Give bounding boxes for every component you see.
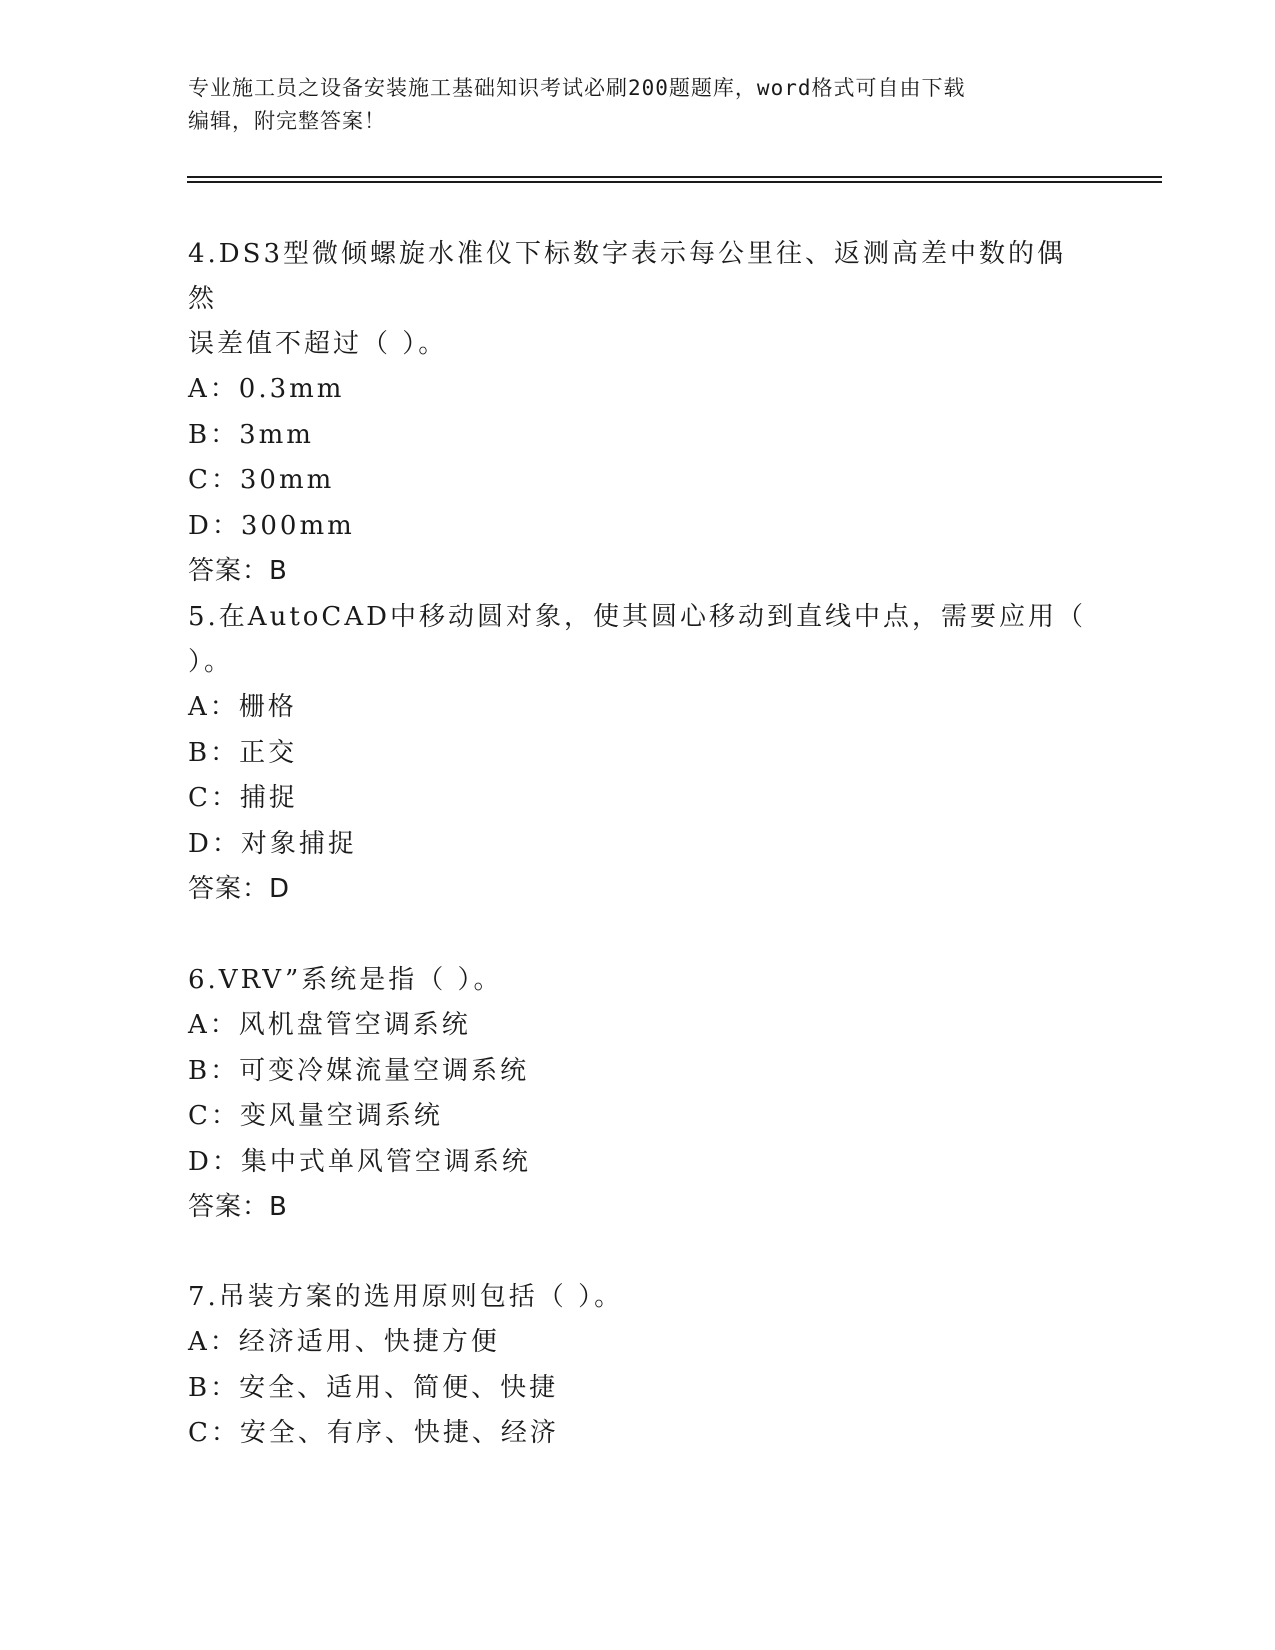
question-stem: 5.在AutoCAD中移动圆对象，使其圆心移动到直线中点，需要应用（ bbox=[188, 602, 1086, 632]
document-header bbox=[188, 72, 1088, 138]
question-5 bbox=[188, 595, 1088, 912]
header-divider-bottom bbox=[187, 181, 1162, 183]
option-a: A：经济适用、快捷方便 bbox=[188, 1327, 500, 1357]
question-stem: 6.VRV”系统是指（ ）。 bbox=[188, 965, 503, 995]
option-d: D：集中式单风管空调系统 bbox=[188, 1146, 531, 1177]
answer: 答案：D bbox=[188, 874, 291, 904]
question-stem: 4.DS3型微倾螺旋水准仪下标数字表示每公里往、返测高差中数的偶然 bbox=[188, 239, 1067, 314]
question-4 bbox=[188, 232, 1088, 594]
question-stem: 7.吊装方案的选用原则包括（ ）。 bbox=[188, 1282, 624, 1312]
option-b: B：安全、适用、简便、快捷 bbox=[188, 1372, 559, 1403]
option-b: B：可变冷媒流量空调系统 bbox=[188, 1055, 530, 1086]
option-c: C：变风量空调系统 bbox=[188, 1101, 443, 1131]
option-b: B：正交 bbox=[188, 737, 298, 768]
answer: 答案：B bbox=[188, 1192, 288, 1222]
question-stem-continued: 误差值不超过（ ）。 bbox=[188, 329, 448, 359]
option-c: C：捕捉 bbox=[188, 783, 298, 813]
option-b: B：3mm bbox=[188, 419, 314, 450]
question-7 bbox=[188, 1275, 1088, 1457]
header-title-line-1: 专业施工员之设备安装施工基础知识考试必刷200题题库，word格式可自由下载 bbox=[188, 76, 966, 100]
question-stem-continued: ）。 bbox=[188, 647, 234, 677]
option-c: C：30mm bbox=[188, 465, 335, 495]
option-a: A：0.3mm bbox=[188, 374, 345, 404]
option-c: C：安全、有序、快捷、经济 bbox=[188, 1418, 559, 1448]
option-d: D：对象捕捉 bbox=[188, 828, 357, 859]
answer: 答案：B bbox=[188, 556, 288, 586]
question-6 bbox=[188, 958, 1088, 1230]
header-divider-top bbox=[187, 176, 1162, 178]
option-a: A：栅格 bbox=[188, 692, 297, 722]
option-a: A：风机盘管空调系统 bbox=[188, 1010, 471, 1040]
header-title-line-2: 编辑，附完整答案！ bbox=[188, 109, 386, 133]
option-d: D：300mm bbox=[188, 510, 355, 541]
